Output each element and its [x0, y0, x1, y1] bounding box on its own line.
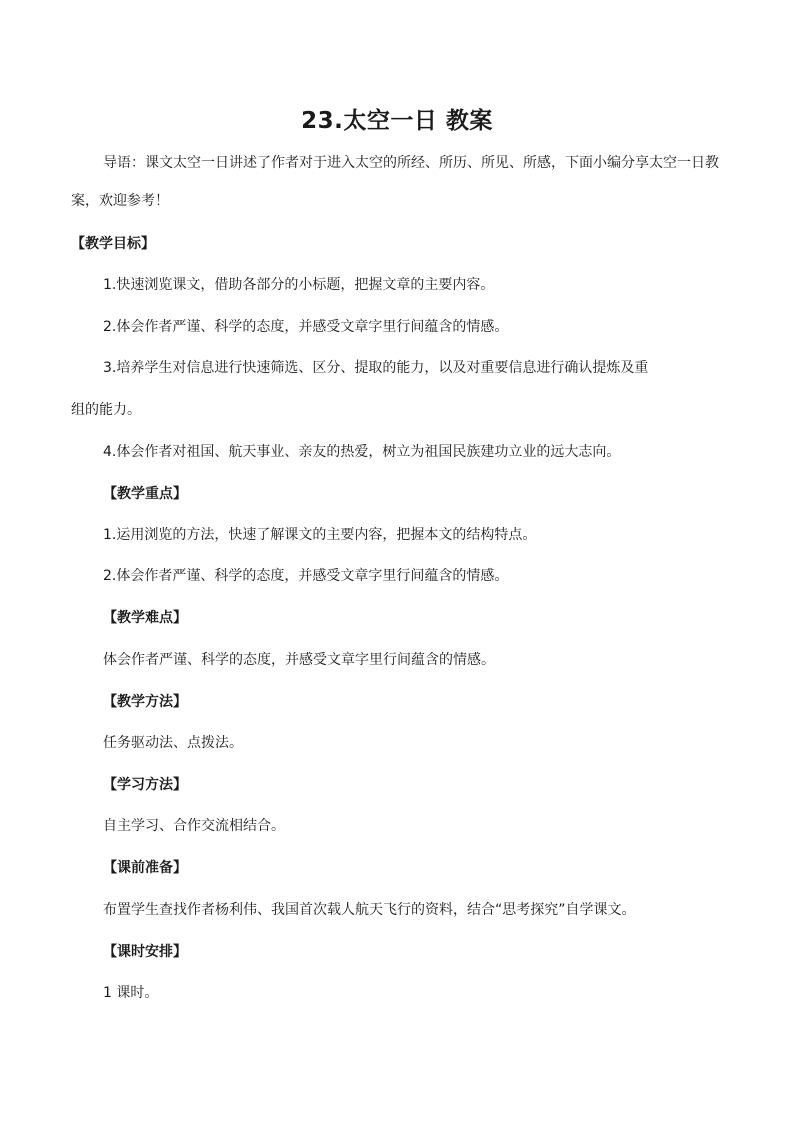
schedule-heading: 【课时安排】 — [103, 944, 187, 960]
document-title: 23.太空一日 教案 — [301, 108, 493, 134]
methods-heading: 【教学方法】 — [103, 694, 187, 710]
schedule-text: 1 课时。 — [103, 985, 159, 1001]
prep-text: 布置学生查找作者杨利伟、我国首次载人航天飞行的资料，结合“思考探究”自学课文。 — [103, 902, 636, 918]
difficulties-heading: 【教学难点】 — [103, 610, 187, 626]
learning-heading: 【学习方法】 — [103, 777, 187, 793]
key-points-heading: 【教学重点】 — [103, 486, 187, 502]
objectives-heading: 【教学目标】 — [71, 236, 155, 252]
intro-line-1: 导语：课文太空一日讲述了作者对于进入太空的所经、所历、所见、所感，下面小编分享太空一日教 — [103, 155, 719, 171]
learning-text: 自主学习、合作交流相结合。 — [103, 818, 285, 834]
key-point-2: 2.体会作者严谨、科学的态度，并感受文章字里行间蕴含的情感。 — [103, 568, 509, 584]
methods-text: 任务驱动法、点拨法。 — [103, 735, 243, 751]
objective-3-line-1: 3.培养学生对信息进行快速筛选、区分、提取的能力，以及对重要信息进行确认提炼及重 — [103, 360, 649, 376]
key-point-1: 1.运用浏览的方法，快速了解课文的主要内容，把握本文的结构特点。 — [103, 527, 537, 543]
prep-heading: 【课前准备】 — [103, 860, 187, 876]
difficulty-text: 体会作者严谨、科学的态度，并感受文章字里行间蕴含的情感。 — [103, 652, 495, 668]
objective-1: 1.快速浏览课文，借助各部分的小标题，把握文章的主要内容。 — [103, 277, 495, 293]
intro-line-2: 案，欢迎参考！ — [71, 193, 169, 209]
objective-4: 4.体会作者对祖国、航天事业、亲友的热爱，树立为祖国民族建功立业的远大志向。 — [103, 444, 621, 460]
objective-3-line-2: 组的能力。 — [71, 402, 141, 418]
objective-2: 2.体会作者严谨、科学的态度，并感受文章字里行间蕴含的情感。 — [103, 319, 509, 335]
